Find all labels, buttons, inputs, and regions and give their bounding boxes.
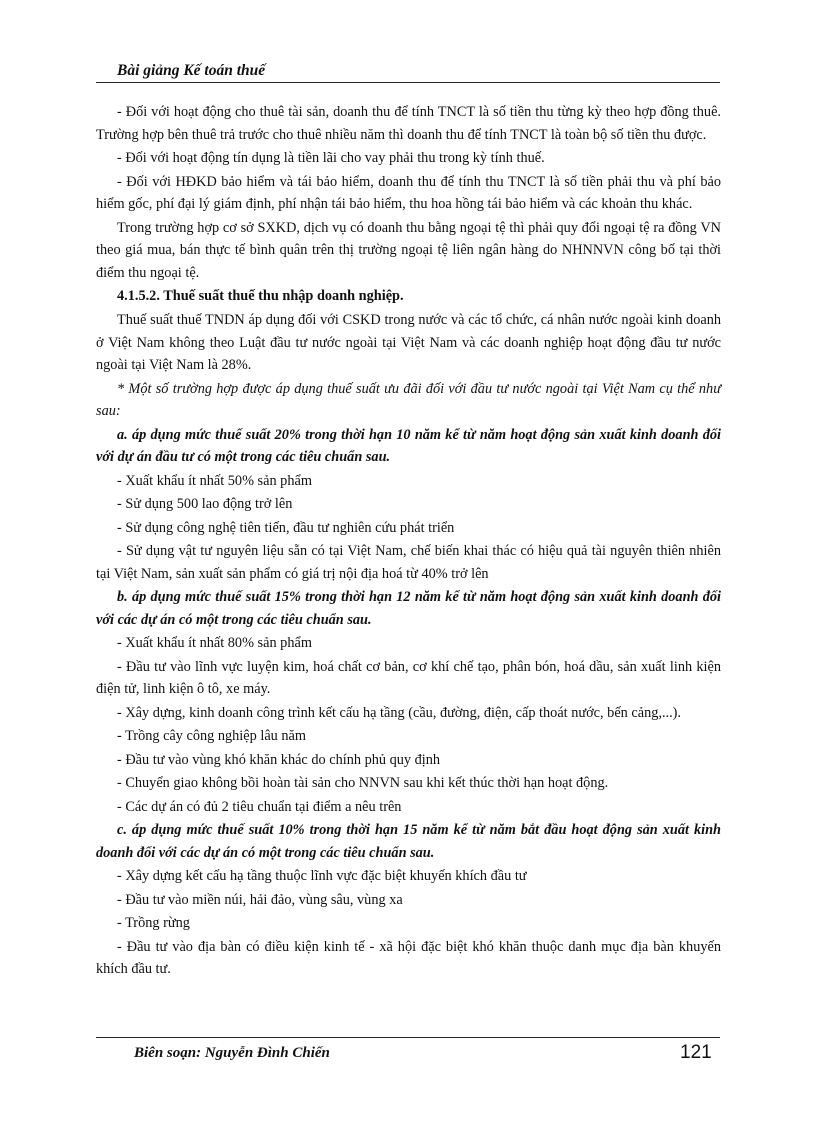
list-item: - Đầu tư vào miền núi, hải đảo, vùng sâu, vùng xa (117, 891, 403, 908)
list-item: - Xuất khẩu ít nhất 50% sản phẩm (117, 472, 312, 489)
list-item: - Trồng rừng (117, 915, 190, 931)
list-item: - Các dự án có đủ 2 tiêu chuẩn tại điểm a nêu trên (117, 798, 402, 815)
list-item: - Sử dụng vật tư nguyên liệu sẵn có tại Việt Nam, chế biến khai thác có hiệu quả tài nguyên thiên nhiên tại Việt Nam, sản xuất sản phẩm có giá trị nội địa hoá từ 40% trở lên (96, 543, 721, 582)
list-item: - Đầu tư vào vùng khó khăn khác do chính phủ quy định (117, 751, 441, 768)
list-item: - Đầu tư vào lĩnh vực luyện kim, hoá chất cơ bản, cơ khí chế tạo, phân bón, hoá dầu, sản xuất linh kiện điện tử, linh kiện ô tô, xe máy. (96, 658, 721, 697)
paragraph-insurance-revenue: - Đối với HĐKD bảo hiểm và tái bảo hiểm, doanh thu để tính thu TNCT là số tiền phải thu và phí bảo hiểm gốc, phí đại lý giám định, phí nhận tái bảo hiểm, thu hoa hồng tái bảo hiểm và các khoản thu khác. (96, 173, 721, 212)
list-item: - Sử dụng công nghệ tiên tiến, đầu tư nghiên cứu phát triển (117, 519, 455, 536)
case-a-heading: a. áp dụng mức thuế suất 20% trong thời hạn 10 năm kể từ năm hoạt động sản xuất kinh doanh đối với dự án đầu tư có một trong các tiêu chuẩn sau. (96, 426, 721, 465)
running-header-title: Bài giảng Kế toán thuế (117, 62, 266, 79)
list-item: - Xây dựng, kinh doanh công trình kết cấu hạ tầng (cầu, đường, điện, cấp thoát nước, bến cảng,...). (117, 704, 682, 721)
header-divider (96, 82, 720, 83)
list-item: - Trồng cây công nghiệp lâu năm (117, 728, 307, 744)
list-item: - Sử dụng 500 lao động trở lên (117, 496, 293, 512)
case-c-heading: c. áp dụng mức thuế suất 10% trong thời hạn 15 năm kể từ năm bắt đầu hoạt động sản xuất kinh doanh đối với các dự án có một trong các tiêu chuẩn sau. (96, 822, 721, 861)
footer-divider (96, 1037, 720, 1038)
list-item: - Xây dựng kết cấu hạ tầng thuộc lĩnh vực đặc biệt khuyến khích đầu tư (117, 868, 527, 884)
footer-author: Biên soạn: Nguyễn Đình Chiến (134, 1045, 330, 1061)
list-item: - Đầu tư vào địa bàn có điều kiện kinh tế - xã hội đặc biệt khó khăn thuộc danh mục địa bàn khuyến khích đầu tư. (96, 938, 721, 977)
list-item: - Chuyển giao không bồi hoàn tài sản cho NNVN sau khi kết thúc thời hạn hoạt động. (117, 775, 609, 791)
page-body (96, 101, 721, 982)
paragraph-credit-revenue: - Đối với hoạt động tín dụng là tiền lãi cho vay phải thu trong kỳ tính thuế. (117, 150, 545, 166)
paragraph-incentive-intro: * Một số trường hợp được áp dụng thuế suất ưu đãi đối với đầu tư nước ngoài tại Việt Nam cụ thể như sau: (96, 380, 721, 419)
paragraph-tax-rate: Thuế suất thuế TNDN áp dụng đối với CSKD trong nước và các tổ chức, cá nhân nước ngoài kinh doanh ở Việt Nam không theo Luật đầu tư nước ngoài tại Việt Nam và các doanh nghiệp hoạt động đầu tư nước ngoài tại Việt Nam là 28%. (96, 312, 721, 373)
paragraph-rental-revenue: - Đối với hoạt động cho thuê tài sản, doanh thu để tính TNCT là số tiền thu từng kỳ theo hợp đồng thuê. Trường hợp bên thuê trả trước cho thuê nhiều năm thì doanh thu để tính TNCT là toàn bộ số tiền thu được. (96, 104, 721, 143)
page-number: 121 (680, 1042, 712, 1063)
section-heading-tax-rate: 4.1.5.2. Thuế suất thuế thu nhập doanh nghiệp. (117, 288, 404, 304)
list-item: - Xuất khẩu ít nhất 80% sản phẩm (117, 635, 312, 651)
case-b-heading: b. áp dụng mức thuế suất 15% trong thời hạn 12 năm kể từ năm hoạt động sản xuất kinh doanh đối với các dự án có một trong các tiêu chuẩn sau. (96, 589, 721, 628)
paragraph-foreign-currency: Trong trường hợp cơ sở SXKD, dịch vụ có doanh thu bằng ngoại tệ thì phải quy đổi ngoại tệ ra đồng VN theo giá mua, bán thực tế bình quân trên thị trường ngoại tệ liên ngân hàng do NHNNVN công bố tại thời điểm thu ngoại tệ. (96, 219, 721, 281)
